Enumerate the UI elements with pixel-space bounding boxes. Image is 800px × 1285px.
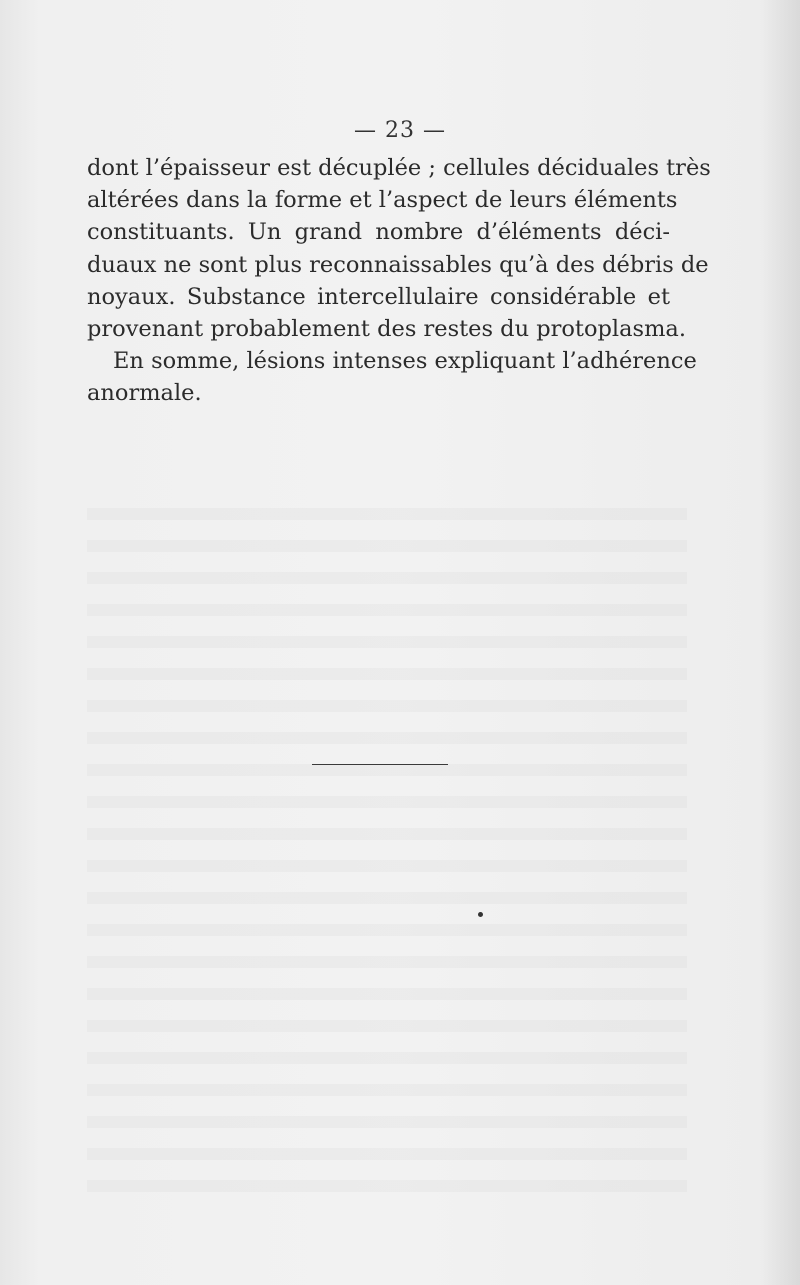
text-line: dont l’épaisseur est décuplée ; cellules déciduales très (87, 155, 711, 181)
section-divider (312, 764, 448, 765)
page-number: — 23 — (354, 118, 446, 143)
text-line: En somme, lésions intenses expliquant l’adhérence (113, 348, 697, 375)
text-line: noyaux. Substance intercellulaire considérable et (87, 283, 670, 310)
text-line: duaux ne sont plus reconnaissables qu’à des débris de (87, 251, 709, 278)
ink-speck (478, 912, 483, 917)
text-line: anormale. (87, 380, 202, 407)
text-line: altérées dans la forme et l’aspect de leurs éléments (87, 187, 678, 214)
text-line: constituants. Un grand nombre d’éléments déci- (87, 219, 670, 246)
show-through-texture (87, 490, 687, 1210)
text-line: provenant probablement des restes du protoplasma. (87, 316, 686, 343)
body-text (87, 152, 711, 410)
paragraph-1 (87, 152, 711, 345)
paragraph-2 (87, 345, 697, 409)
